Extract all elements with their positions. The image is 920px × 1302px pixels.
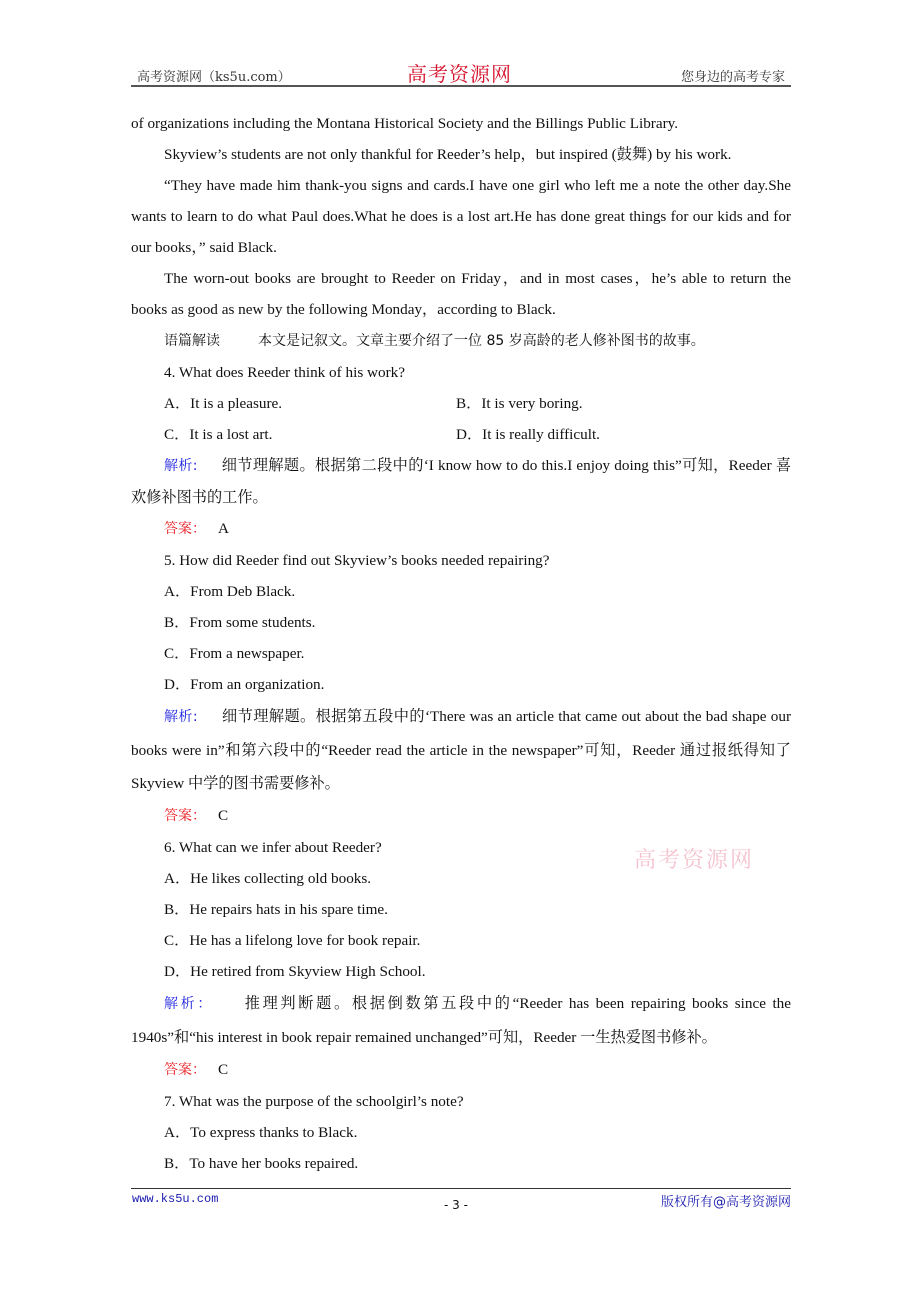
analysis-text: 细节理解题。根据第五段中的‘There was an article that came out about the bad shape our books were in”和第六段中的“Reeder read the article in the newspaper”可知，Reeder 通过报纸得知了 Skyview 中学的图书需要修补。 [131, 708, 791, 792]
analysis-label: 解析： [164, 996, 215, 1012]
header-divider [131, 85, 791, 87]
watermark-logo: 高考资源网 [634, 848, 755, 873]
option-c: C．It is a lost art. [164, 426, 273, 443]
footer-divider [131, 1188, 791, 1189]
passage-paragraph: Skyview’s students are not only thankful for Reeder’s help，but inspired (鼓舞) by his work. [164, 146, 732, 163]
option-b: B．To have her books repaired. [164, 1155, 359, 1172]
option-a: A．It is a pleasure. [164, 395, 283, 412]
option-b: B．From some students. [164, 614, 316, 631]
summary-text: 本文是记叙文。文章主要介绍了一位 85 岁高龄的老人修补图书的故事。 [258, 333, 705, 349]
answer [131, 800, 791, 832]
footer-site-link[interactable]: www.ks5u.com [132, 1192, 219, 1206]
document-body [131, 108, 791, 1179]
passage-paragraph: The worn-out books are brought to Reeder on Friday，and in most cases，he’s able to return the books as good as new by the following Monday，according to Black. [131, 270, 791, 318]
option-a: A．To express thanks to Black. [164, 1124, 358, 1141]
passage-paragraph: of organizations including the Montana Historical Society and the Billings Public Library. [131, 115, 679, 132]
analysis [131, 450, 791, 513]
answer-value: C [218, 807, 229, 824]
analysis [131, 987, 791, 1054]
answer-value: C [218, 1061, 229, 1078]
header-logo: 高考资源网 [407, 62, 512, 86]
question-stem: 7. What was the purpose of the schoolgirl’s note? [164, 1093, 464, 1110]
page-header [131, 58, 791, 86]
question-stem: 5. How did Reeder find out Skyview’s books needed repairing? [164, 552, 550, 569]
answer [131, 1054, 791, 1086]
header-slogan: 您身边的高考专家 [680, 70, 785, 85]
analysis-text: 推理判断题。根据倒数第五段中的“Reeder has been repairing books since the 1940s”和“his interest in book repair remained unchanged”可知，Reeder 一生热爱图书修补。 [131, 995, 791, 1046]
option-a: A．He likes collecting old books. [164, 870, 372, 887]
footer-copyright: 版权所有@高考资源网 [660, 1195, 791, 1210]
option-b: B．It is very boring. [456, 395, 583, 412]
answer-label: 答案： [164, 521, 206, 537]
analysis-label: 解析: [164, 709, 198, 725]
question-stem: 6. What can we infer about Reeder? [164, 839, 382, 856]
option-row [131, 419, 791, 450]
option-b: B．He repairs hats in his spare time. [164, 901, 388, 918]
summary [131, 325, 791, 357]
option-row [131, 388, 791, 419]
header-site-name: 高考资源网（ks5u.com） [137, 70, 291, 85]
answer [131, 513, 791, 545]
option-c: C．From a newspaper. [164, 645, 305, 662]
option-d: D．From an organization. [164, 676, 325, 693]
page-number: - 3 - [444, 1198, 468, 1212]
answer-value: A [218, 520, 229, 537]
analysis [131, 700, 791, 800]
option-c: C．He has a lifelong love for book repair. [164, 932, 421, 949]
answer-label: 答案： [164, 1062, 206, 1078]
analysis-label: 解析: [164, 458, 198, 474]
question-stem: 4. What does Reeder think of his work? [164, 364, 405, 381]
summary-label: 语篇解读 [164, 333, 220, 349]
option-a: A．From Deb Black. [164, 583, 296, 600]
option-d: D．He retired from Skyview High School. [164, 963, 426, 980]
analysis-text: 细节理解题。根据第二段中的‘I know how to do this.I enjoy doing this”可知，Reeder 喜欢修补图书的工作。 [131, 457, 792, 506]
answer-label: 答案： [164, 808, 206, 824]
passage-paragraph: “They have made him thank-you signs and cards.I have one girl who left me a note the other day.She wants to learn to do what Paul does.What he does is a lost art.He has done great things for our kids and for our books，” said Black. [131, 177, 791, 256]
option-d: D．It is really difficult. [456, 426, 600, 443]
